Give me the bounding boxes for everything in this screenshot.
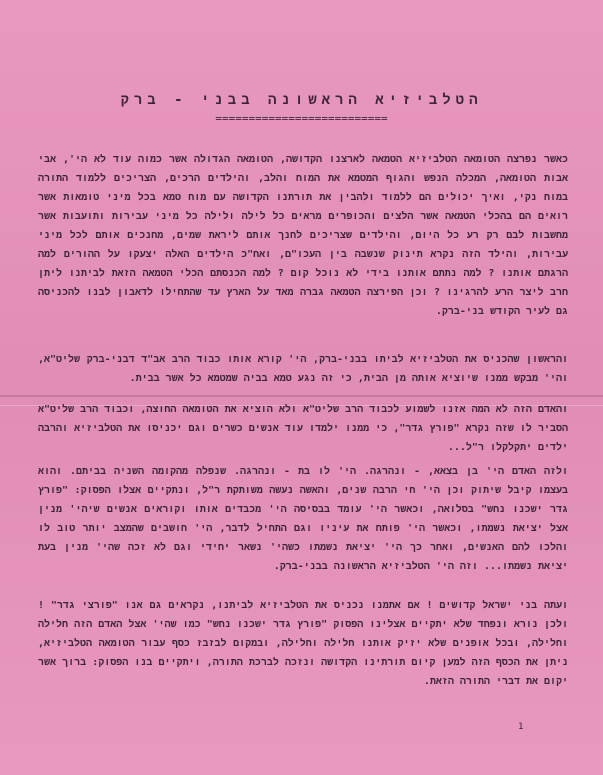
page-number: 1 <box>518 722 524 732</box>
paragraph-4 <box>38 462 568 586</box>
paragraph-text: והראשון שהכניס את הטלביזיא לביתו בבני-ברק, הי' קורא אותו כבוד הרב אב"ד דבני-ברק שליט"א, והי' מבקש ממנו שיוציא אותה מן הבית, כי זה נגע טמא בביה שמטמא כל אשר בבית. <box>38 354 568 384</box>
paragraph-text: ועתה בני ישראל קדושים ! אם אתמנו נכניס את הטלביזיא לביתנו, נקראים גם אנו "פורצי גדר" ! ולכן נורא ונפחד שלא יתקיים אצלינו הפסוק "פורץ גדר ישכנו נחש" כמו שהי' אצל האדם הזה חלילה וחלילה, ובכל אופנים שלא יזיק אותנו חלילה וחלילה, ובמקום לבזבז כסף עבור הטומאה הטלביזיא, ניתן את הכסף הזה למען קיום תורתינו הקדושה ונזכה לברכת התורה, ויתקיים בנו הפסוק: ברוך אשר יקום את דברי התורה הזאת. <box>38 600 568 687</box>
title-underline: ========================== <box>215 112 388 125</box>
paragraph-3 <box>38 400 568 467</box>
paragraph-2 <box>38 350 568 398</box>
paragraph-text: והאדם הזה לא המה אזנו לשמוע לכבוד הרב שליט"א ולא הוציא את הטומאה החוצה, וכבוד הרב שליט"א הסביר לו שזה נקרא "פורץ גדר", כי ממנו ילמדו עוד אנשים כשרים וגם יכניסו את הטלביזיא והרבה ילדים יתקלקלו ר"ל... <box>38 404 568 453</box>
page-title: הטלביזיא הראשונה בבני - ברק <box>120 92 483 108</box>
paragraph-text: כאשר נפרצה הטומאה הטלביזיא הטמאה לארצנו הקדושה, הטומאה הגדולה אשר כמוה עוד לא הי', אבי אבות הטומאה, המכלה הנפש והגוף המטמא את המוח והלב, והילדים הרכים, הצריכים ללמוד התורה במוח נקי, ואיך יכולים הם ללמוד ולהבין את תורתנו הקדושה עם מוח טמא בכל מיני טומאות אשר רואים הם בהכלי הטמאה אשר הלצים והכופרים מראים כל לילה ולילה כל מיני עבירות ותועבות אשר מחשבות לבם רק רע כל היום, והילדים שצריכים לחנך אותם ליראת שמים, מחנכים אותם לכל מיני עבירות, והילד הזה נקרא תינוק שנשבה בין העכו"ם, ואח"כ הילדים האלה יצעקו על ההורים למה הרגתם אותנו ? למה נתתם אותנו בידי לא נוכל קום ? למה הכנסתם הכלי הטמאה הזאת לביתנו ליתן חרב ליצר הרע להרגינו ? וכן הפירצה הטמאה גברה מאד על הארץ עד שהתחילו לדאבון לבנו להכניסה גם לעיר הקודש בני-ברק. <box>38 154 568 317</box>
paragraph-5 <box>38 596 568 701</box>
paragraph-1 <box>38 150 568 331</box>
paragraph-text: ולזה האדם הי' בן בצאא, - ונהרגה. הי' לו בת - ונהרגה. שנפלה מהקומה השניה בביתם. והוא בעצמו קיבל שיתוק וכן הי' חי הרבה שנים, והאשה נעשה משותקת ר"ל, ונתקיים אצלו הפסוק: "פורץ גדר ישכנו נחש" בסלואה, וכאשר הי' עומד בבסיסה הי' מכבדים אותו וקוראים אנשים שיהי' מנין אצל יציאת נשמתו, וכאשר הי' פותח את עיניו וגם התחיל לדבר, הי' חושבים שהמצב יותר טוב לו והלכו להם האנשים, ואחר כך הי' יציאת נשמתו כשהי' נשאר יחידי וגם לא זכה שהי' מנין בעת יציאת נשמתו... וזה הי' הטלביזיא הראשונה בבני-ברק. <box>38 466 568 572</box>
